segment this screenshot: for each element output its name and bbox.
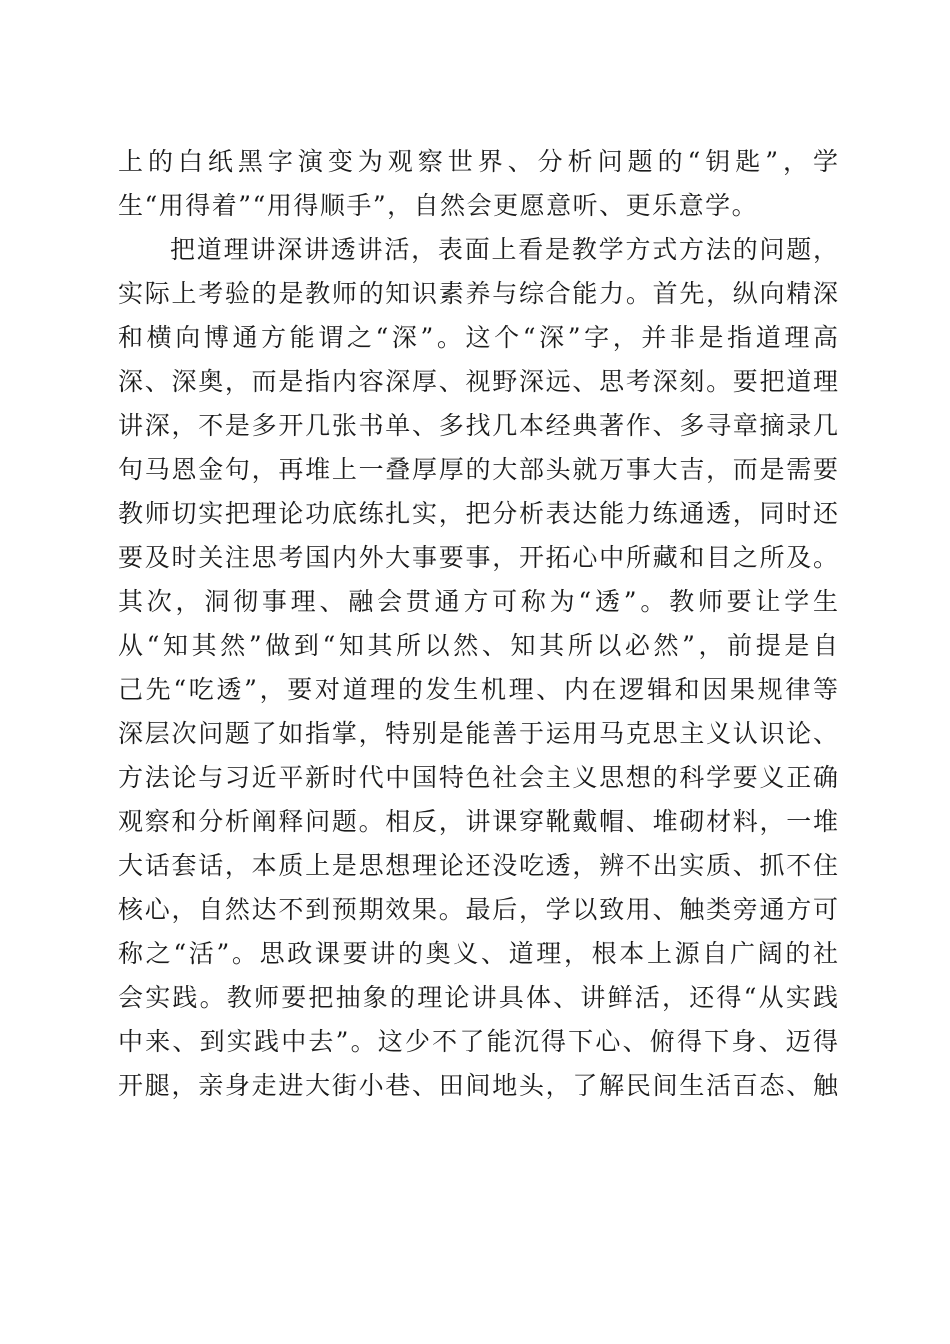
text-line: 深层次问题了如指掌，特别是能善于运用马克思主义认识论、 — [118, 719, 838, 748]
text-line: 大话套话，本质上是思想理论还没吃透，辨不出实质、抓不住 — [118, 851, 838, 880]
paragraph-first-line: 把道理讲深讲透讲活，表面上看是教学方式方法的问题， — [170, 235, 838, 264]
text-line: 实际上考验的是教师的知识素养与综合能力。首先，纵向精深 — [118, 279, 838, 308]
text-line: 从“知其然”做到“知其所以然、知其所以必然”，前提是自 — [118, 631, 838, 660]
text-line: 称之“活”。思政课要讲的奥义、道理，根本上源自广阔的社 — [118, 939, 838, 968]
text-line: 生“用得着”“用得顺手”，自然会更愿意听、更乐意学。 — [118, 191, 759, 220]
text-line: 观察和分析阐释问题。相反，讲课穿靴戴帽、堆砌材料，一堆 — [118, 807, 838, 836]
text-line: 会实践。教师要把抽象的理论讲具体、讲鲜活，还得“从实践 — [118, 983, 838, 1012]
text-line: 中来、到实践中去”。这少不了能沉得下心、俯得下身、迈得 — [118, 1027, 838, 1056]
text-line: 深、深奥，而是指内容深厚、视野深远、思考深刻。要把道理 — [118, 367, 838, 396]
text-line: 开腿，亲身走进大街小巷、田间地头，了解民间生活百态、触 — [118, 1071, 838, 1100]
text-line: 和横向博通方能谓之“深”。这个“深”字，并非是指道理高 — [118, 323, 838, 352]
text-line: 其次，洞彻事理、融会贯通方可称为“透”。教师要让学生 — [118, 587, 838, 616]
text-line: 方法论与习近平新时代中国特色社会主义思想的科学要义正确 — [118, 763, 838, 792]
text-line: 己先“吃透”，要对道理的发生机理、内在逻辑和因果规律等 — [118, 675, 838, 704]
text-line: 教师切实把理论功底练扎实，把分析表达能力练通透，同时还 — [118, 499, 838, 528]
text-line: 句马恩金句，再堆上一叠厚厚的大部头就万事大吉，而是需要 — [118, 455, 838, 484]
text-line: 核心，自然达不到预期效果。最后，学以致用、触类旁通方可 — [118, 895, 838, 924]
text-line: 上的白纸黑字演变为观察世界、分析问题的“钥匙”，学 — [118, 147, 838, 176]
body-text — [118, 140, 838, 1108]
text-line: 讲深，不是多开几张书单、多找几本经典著作、多寻章摘录几 — [118, 411, 838, 440]
text-line: 要及时关注思考国内外大事要事，开拓心中所藏和目之所及。 — [118, 543, 838, 572]
